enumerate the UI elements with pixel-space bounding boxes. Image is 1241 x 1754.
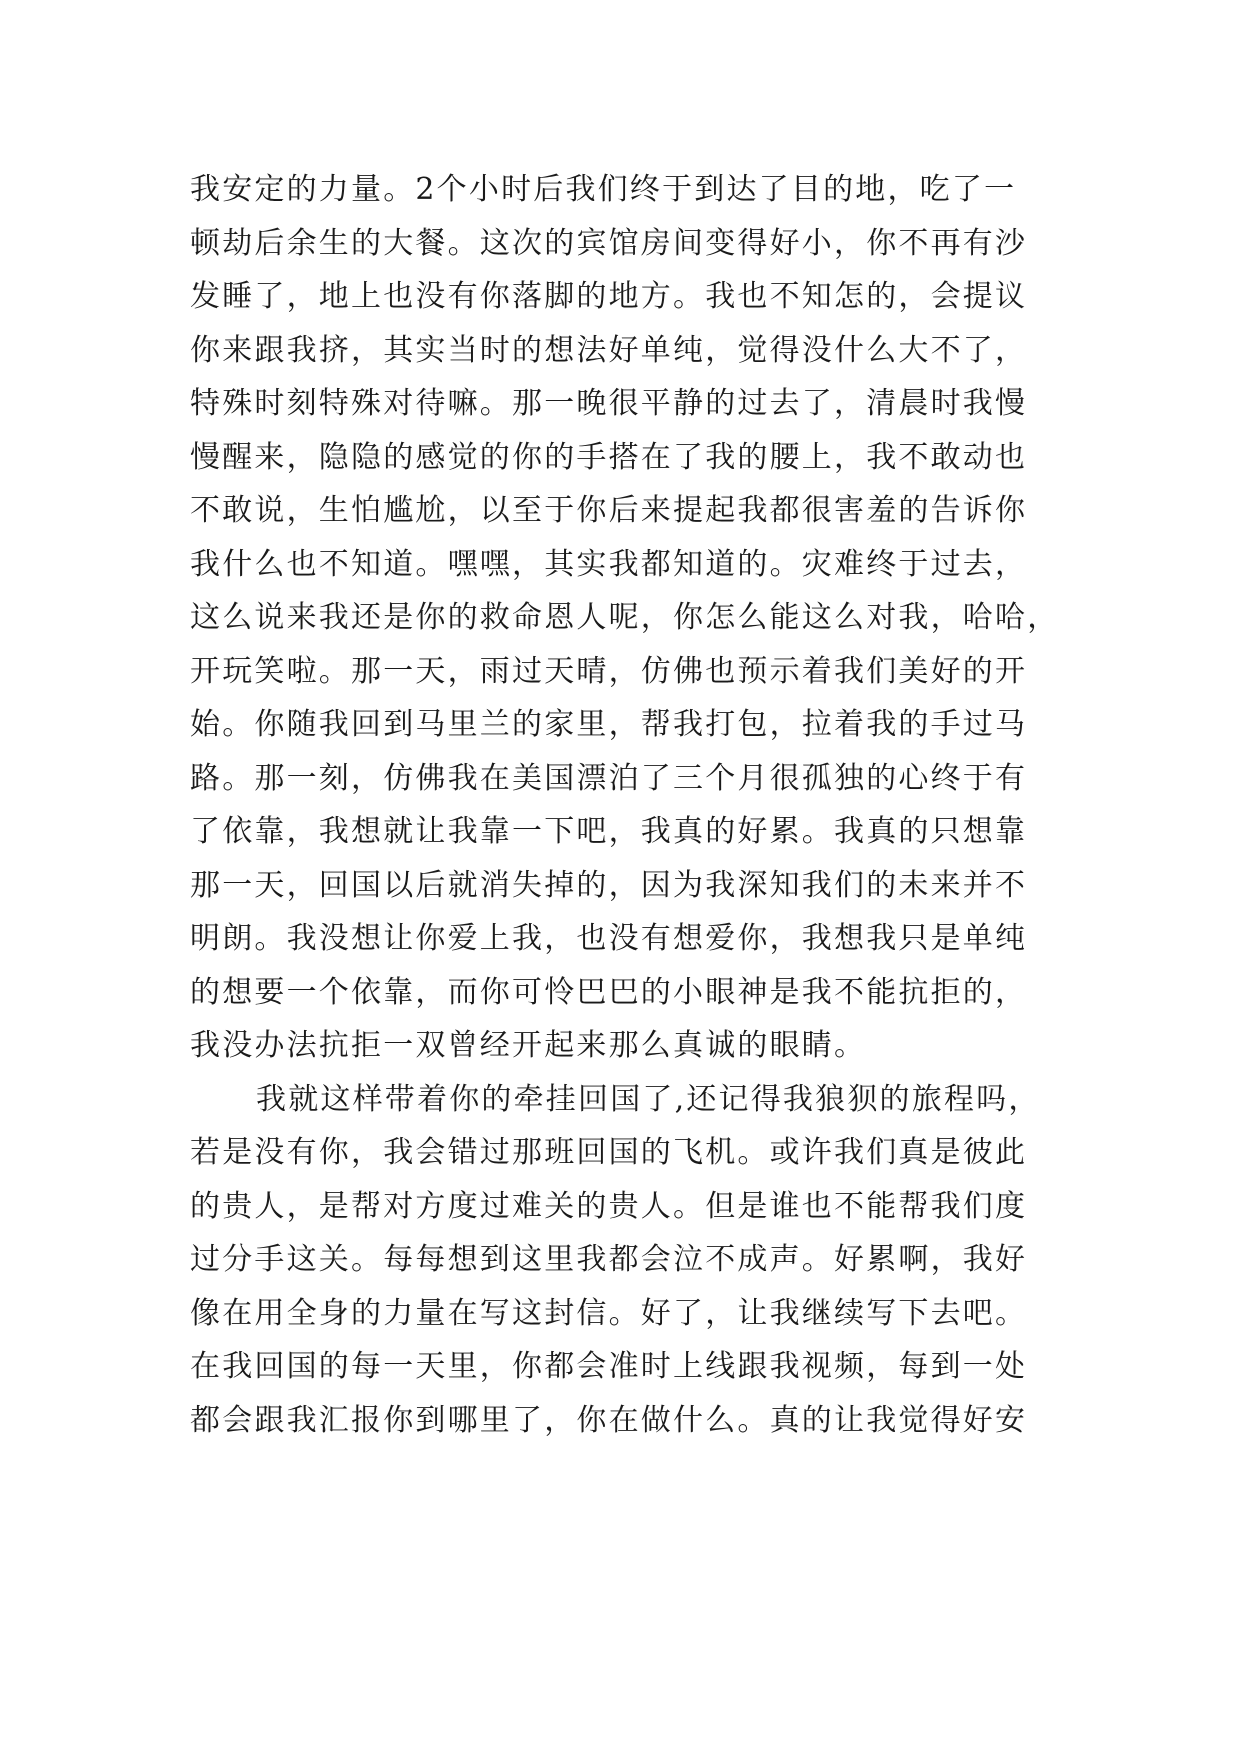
text-line: 的想要一个依靠，而你可怜巴巴的小眼神是我不能抗拒的， [190,974,1028,1010]
text-line: 在我回国的每一天里，你都会准时上线跟我视频，每到一处 [190,1349,1028,1384]
text-line: 发睡了，地上也没有你落脚的地方。我也不知怎的，会提议 [190,279,1028,314]
text-line: 若是没有你，我会错过那班回国的飞机。或许我们真是彼此 [190,1135,1028,1170]
text-line: 过分手这关。每每想到这里我都会泣不成声。好累啊，我好 [190,1242,1028,1277]
text-line: 路。那一刻，仿佛我在美国漂泊了三个月很孤独的心终于有 [190,760,1028,796]
text-line: 这么说来我还是你的救命恩人呢，你怎么能这么对我，哈哈， [190,600,1060,635]
text-line: 顿劫后余生的大餐。这次的宾馆房间变得好小，你不再有沙 [190,225,1028,261]
letter-body [190,163,1070,1447]
paragraph-start-line: 我就这样带着你的牵挂回国了,还记得我狼狈的旅程吗， [256,1081,1041,1117]
text-line: 特殊时刻特殊对待嘛。那一晚很平静的过去了，清晨时我慢 [190,386,1028,421]
text-line: 像在用全身的力量在写这封信。好了，让我继续写下去吧。 [190,1295,1028,1331]
text-line: 我什么也不知道。嘿嘿，其实我都知道的。灾难终于过去， [190,546,1028,582]
text-line: 那一天，回国以后就消失掉的，因为我深知我们的未来并不 [190,867,1028,903]
text-line: 我没办法抗拒一双曾经开起来那么真诚的眼睛。 [190,1028,867,1063]
text-line: 了依靠，我想就让我靠一下吧，我真的好累。我真的只想靠 [190,814,1028,849]
text-line: 开玩笑啦。那一天，雨过天晴，仿佛也预示着我们美好的开 [190,653,1028,689]
text-line: 不敢说，生怕尴尬，以至于你后来提起我都很害羞的告诉你 [190,493,1028,528]
text-line: 你来跟我挤，其实当时的想法好单纯，觉得没什么大不了， [190,332,1028,368]
text-line: 始。你随我回到马里兰的家里，帮我打包，拉着我的手过马 [190,707,1028,742]
text-line: 我安定的力量。2个小时后我们终于到达了目的地，吃了一 [190,172,1017,207]
text-line: 都会跟我汇报你到哪里了，你在做什么。真的让我觉得好安 [190,1402,1028,1438]
text-line: 慢醒来，隐隐的感觉的你的手搭在了我的腰上，我不敢动也 [190,439,1028,475]
text-line: 明朗。我没想让你爱上我，也没有想爱你，我想我只是单纯 [190,921,1028,956]
text-line: 的贵人，是帮对方度过难关的贵人。但是谁也不能帮我们度 [190,1188,1028,1224]
